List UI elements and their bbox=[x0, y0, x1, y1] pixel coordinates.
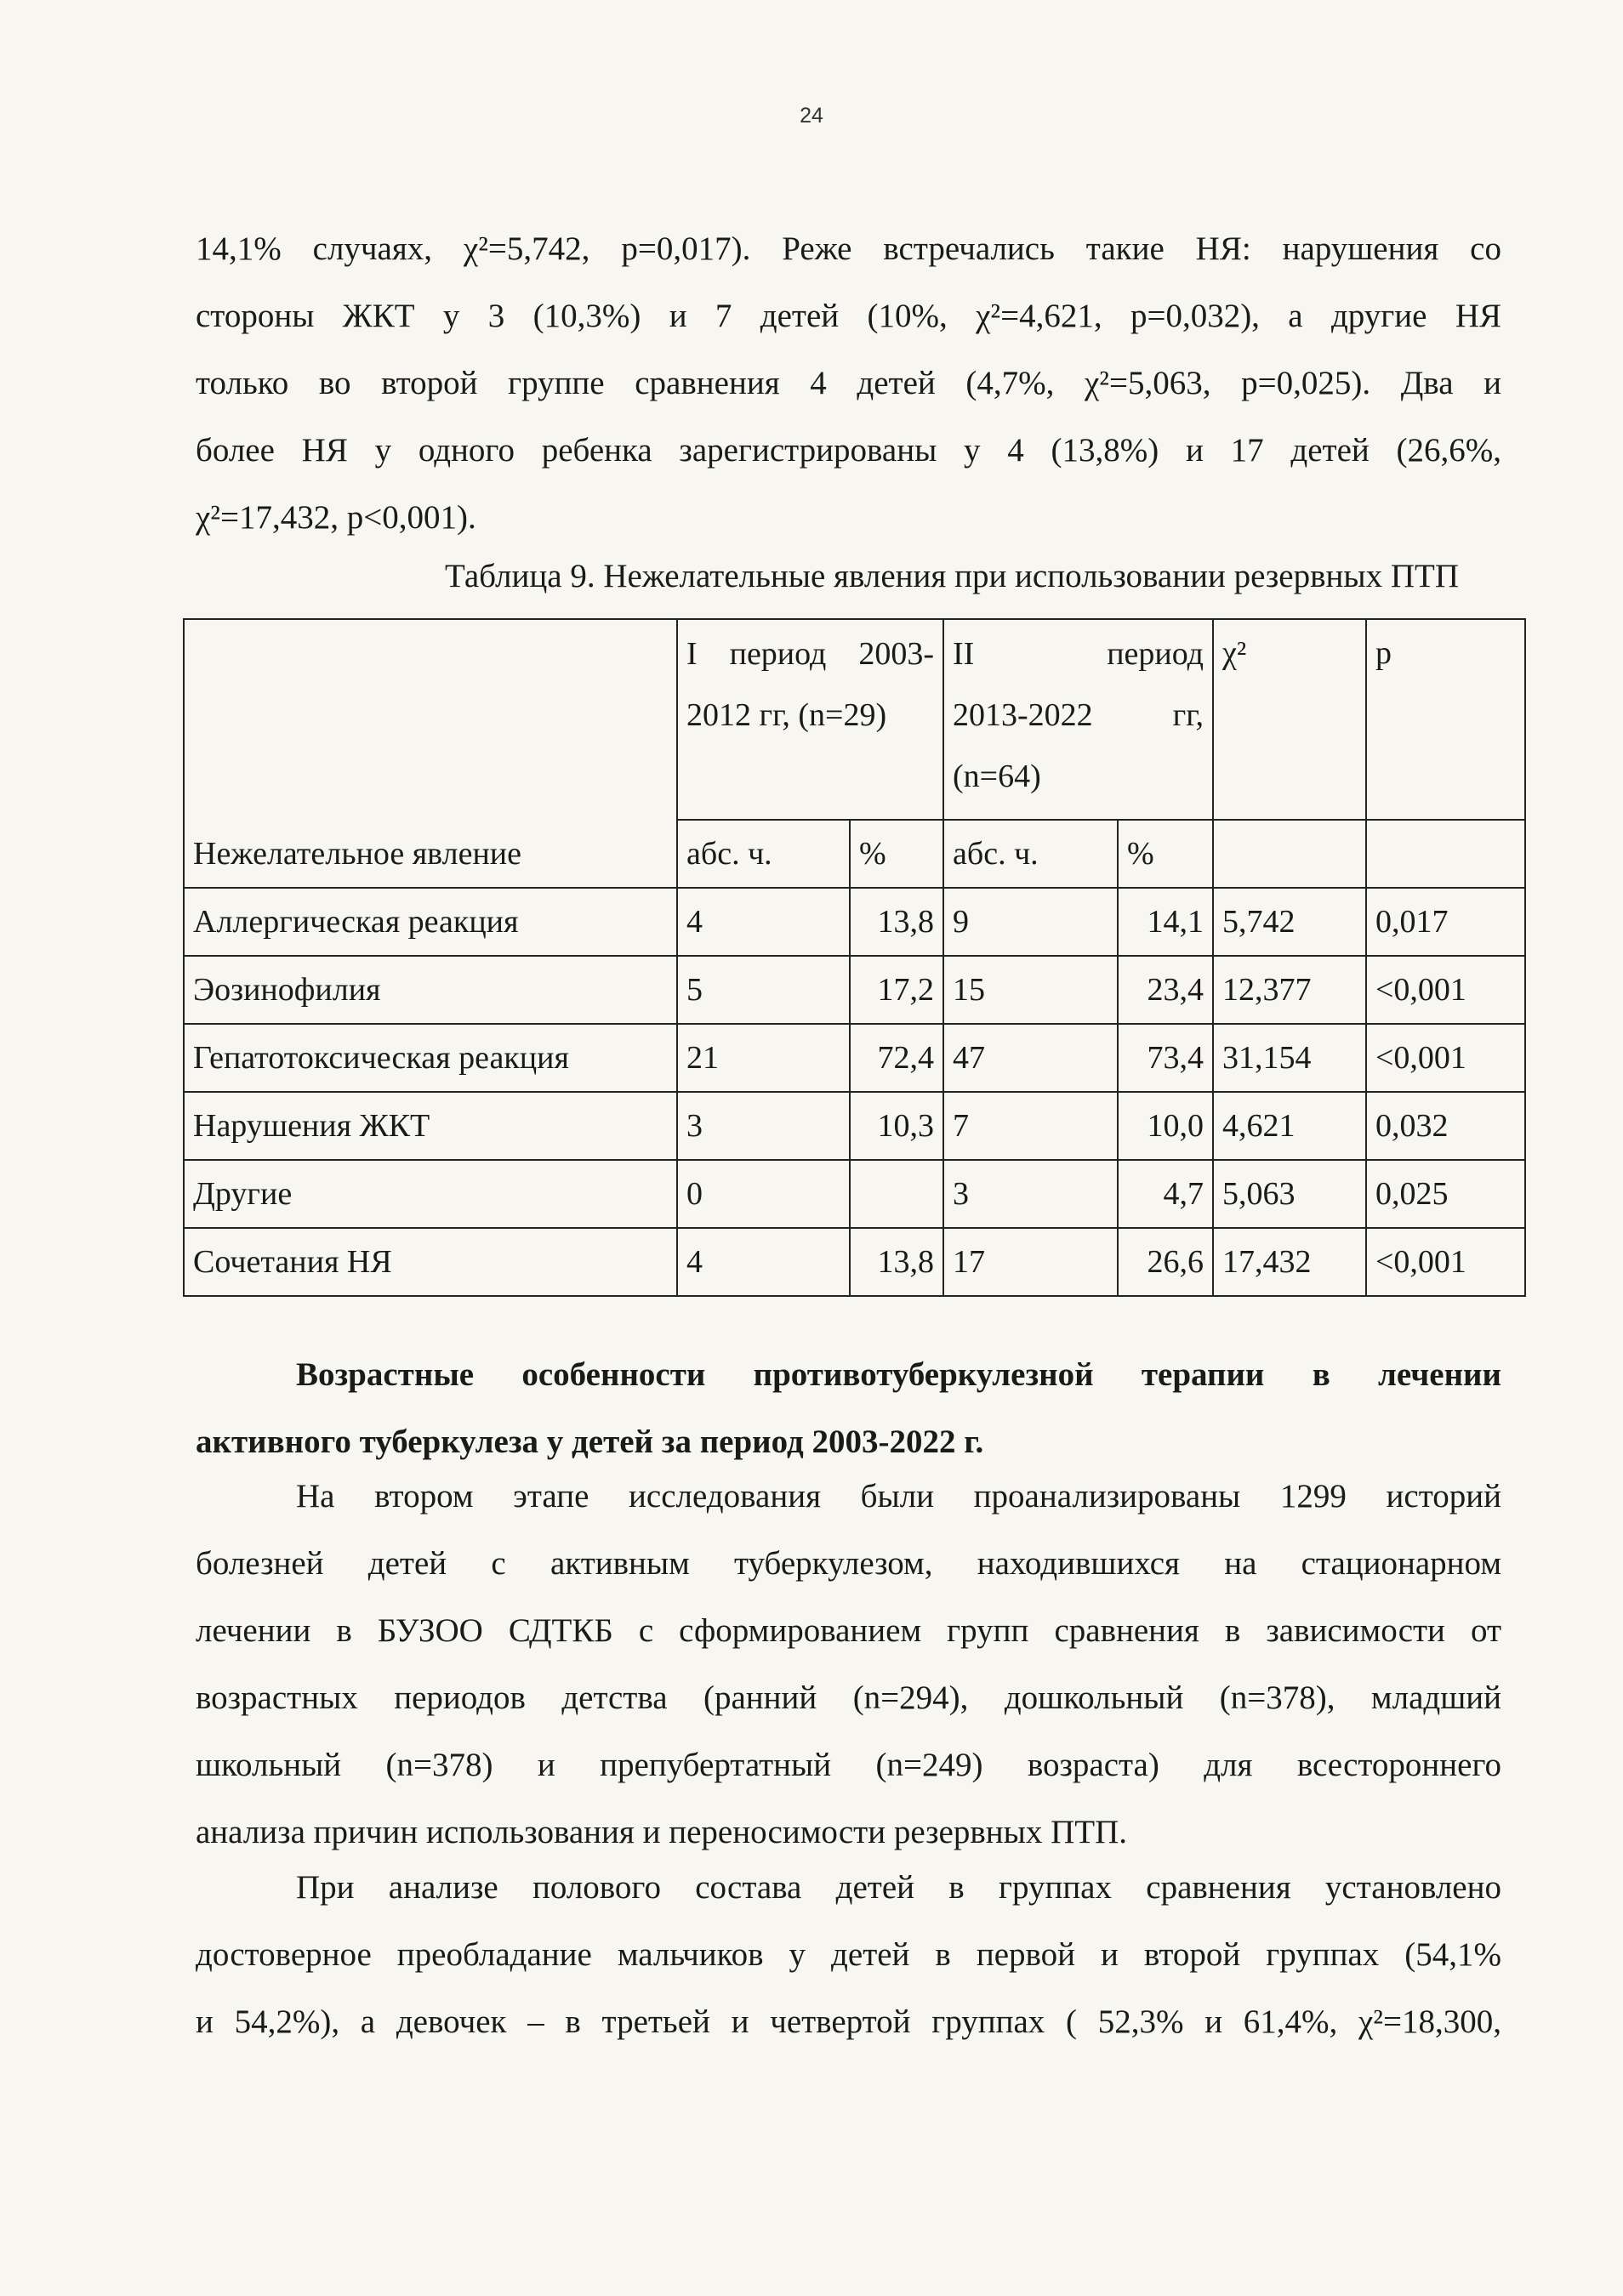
cell-chi: 31,154 bbox=[1213, 1024, 1366, 1092]
cell-abs-1: 21 bbox=[677, 1024, 850, 1092]
column-header-chi: χ² bbox=[1213, 619, 1366, 820]
paragraph-line: 14,1% случаях, χ²=5,742, p=0,017). Реже встречались такие НЯ: нарушения со bbox=[196, 230, 1501, 267]
cell-pct-2: 23,4 bbox=[1118, 956, 1213, 1024]
paragraph-line: При анализе полового состава детей в группах сравнения установлено bbox=[296, 1869, 1501, 1906]
paragraph-line: достоверное преобладание мальчиков у детей в первой и второй группах (54,1% bbox=[196, 1936, 1501, 1973]
cell-pct-2: 10,0 bbox=[1118, 1092, 1213, 1160]
subheader-empty bbox=[1213, 820, 1366, 888]
cell-abs-1: 4 bbox=[677, 1228, 850, 1296]
cell-abs-2: 7 bbox=[943, 1092, 1118, 1160]
column-header-event: Нежелательное явление bbox=[184, 619, 677, 888]
cell-p: <0,001 bbox=[1366, 1024, 1525, 1092]
paragraph-line: χ²=17,432, p<0,001). bbox=[196, 499, 476, 536]
column-header-p: p bbox=[1366, 619, 1525, 820]
cell-chi: 4,621 bbox=[1213, 1092, 1366, 1160]
cell-abs-2: 9 bbox=[943, 888, 1118, 956]
cell-abs-1: 3 bbox=[677, 1092, 850, 1160]
cell-event: Гепатотоксическая реакция bbox=[184, 1024, 677, 1092]
subheader-abs: абс. ч. bbox=[943, 820, 1118, 888]
header-line: II период bbox=[953, 636, 1204, 672]
cell-chi: 5,742 bbox=[1213, 888, 1366, 956]
section-heading bbox=[196, 1341, 1501, 1475]
paragraph-line: и 54,2%), а девочек – в третьей и четвертой группах ( 52,3% и 61,4%, χ²=18,300, bbox=[196, 2003, 1501, 2040]
cell-pct-2: 14,1 bbox=[1118, 888, 1213, 956]
cell-abs-1: 5 bbox=[677, 956, 850, 1024]
cell-abs-1: 0 bbox=[677, 1160, 850, 1228]
paragraph-line: более НЯ у одного ребенка зарегистрированы у 4 (13,8%) и 17 детей (26,6%, bbox=[196, 432, 1501, 469]
cell-pct-1: 10,3 bbox=[850, 1092, 943, 1160]
heading-line: Возрастные особенности противотуберкулезной терапии в лечении bbox=[296, 1356, 1501, 1393]
subheader-pct: % bbox=[1118, 820, 1213, 888]
paragraph-2 bbox=[196, 1463, 1501, 1866]
subheader-pct: % bbox=[850, 820, 943, 888]
paragraph-line: анализа причин использования и переносимости резервных ПТП. bbox=[196, 1814, 1127, 1850]
cell-event: Нарушения ЖКТ bbox=[184, 1092, 677, 1160]
table-row bbox=[184, 1092, 1525, 1160]
cell-pct-1 bbox=[850, 1160, 943, 1228]
cell-abs-2: 47 bbox=[943, 1024, 1118, 1092]
cell-p: 0,025 bbox=[1366, 1160, 1525, 1228]
cell-event: Аллергическая реакция bbox=[184, 888, 677, 956]
header-line: 2013-2022 гг, bbox=[953, 697, 1204, 733]
cell-pct-1: 72,4 bbox=[850, 1024, 943, 1092]
cell-pct-1: 17,2 bbox=[850, 956, 943, 1024]
table-header-row bbox=[184, 619, 1525, 820]
cell-event: Эозинофилия bbox=[184, 956, 677, 1024]
column-header-period-2 bbox=[943, 619, 1213, 820]
cell-abs-2: 17 bbox=[943, 1228, 1118, 1296]
column-header-period-1 bbox=[677, 619, 943, 820]
cell-event: Сочетания НЯ bbox=[184, 1228, 677, 1296]
cell-pct-2: 26,6 bbox=[1118, 1228, 1213, 1296]
cell-p: <0,001 bbox=[1366, 1228, 1525, 1296]
header-line: 2012 гг, (n=29) bbox=[686, 697, 887, 733]
header-line: (n=64) bbox=[953, 759, 1041, 794]
paragraph-line: болезней детей с активным туберкулезом, находившихся на стационарном bbox=[196, 1545, 1501, 1582]
paragraph-3 bbox=[196, 1854, 1501, 2055]
cell-abs-2: 3 bbox=[943, 1160, 1118, 1228]
paragraph-line: стороны ЖКТ у 3 (10,3%) и 7 детей (10%, χ²=4,621, p=0,032), а другие НЯ bbox=[196, 298, 1501, 334]
table-row bbox=[184, 888, 1525, 956]
paragraph-line: лечении в БУЗОО СДТКБ с сформированием групп сравнения в зависимости от bbox=[196, 1612, 1501, 1649]
cell-chi: 5,063 bbox=[1213, 1160, 1366, 1228]
table-row bbox=[184, 1024, 1525, 1092]
paragraph-line: только во второй группе сравнения 4 детей (4,7%, χ²=5,063, p=0,025). Два и bbox=[196, 365, 1501, 401]
table-caption: Таблица 9. Нежелательные явления при использовании резервных ПТП bbox=[445, 558, 1459, 594]
subheader-empty bbox=[1366, 820, 1525, 888]
cell-event: Другие bbox=[184, 1160, 677, 1228]
table-row bbox=[184, 1160, 1525, 1228]
paragraph-line: На втором этапе исследования были проанализированы 1299 историй bbox=[296, 1478, 1501, 1515]
cell-abs-2: 15 bbox=[943, 956, 1118, 1024]
subheader-abs: абс. ч. bbox=[677, 820, 850, 888]
paragraph-1 bbox=[196, 215, 1501, 551]
cell-p: 0,032 bbox=[1366, 1092, 1525, 1160]
paragraph-line: возрастных периодов детства (ранний (n=294), дошкольный (n=378), младший bbox=[196, 1679, 1501, 1716]
table-row bbox=[184, 1228, 1525, 1296]
cell-pct-1: 13,8 bbox=[850, 888, 943, 956]
cell-chi: 12,377 bbox=[1213, 956, 1366, 1024]
cell-chi: 17,432 bbox=[1213, 1228, 1366, 1296]
cell-abs-1: 4 bbox=[677, 888, 850, 956]
cell-p: <0,001 bbox=[1366, 956, 1525, 1024]
cell-p: 0,017 bbox=[1366, 888, 1525, 956]
heading-line: активного туберкулеза у детей за период 2003-2022 г. bbox=[196, 1424, 984, 1460]
cell-pct-2: 4,7 bbox=[1118, 1160, 1213, 1228]
paragraph-line: школьный (n=378) и препубертатный (n=249) возраста) для всестороннего bbox=[196, 1747, 1501, 1783]
adverse-events-table bbox=[183, 618, 1526, 1297]
cell-pct-2: 73,4 bbox=[1118, 1024, 1213, 1092]
cell-pct-1: 13,8 bbox=[850, 1228, 943, 1296]
table-row bbox=[184, 956, 1525, 1024]
page-number: 24 bbox=[800, 104, 823, 128]
header-line: I период 2003- bbox=[686, 636, 934, 672]
